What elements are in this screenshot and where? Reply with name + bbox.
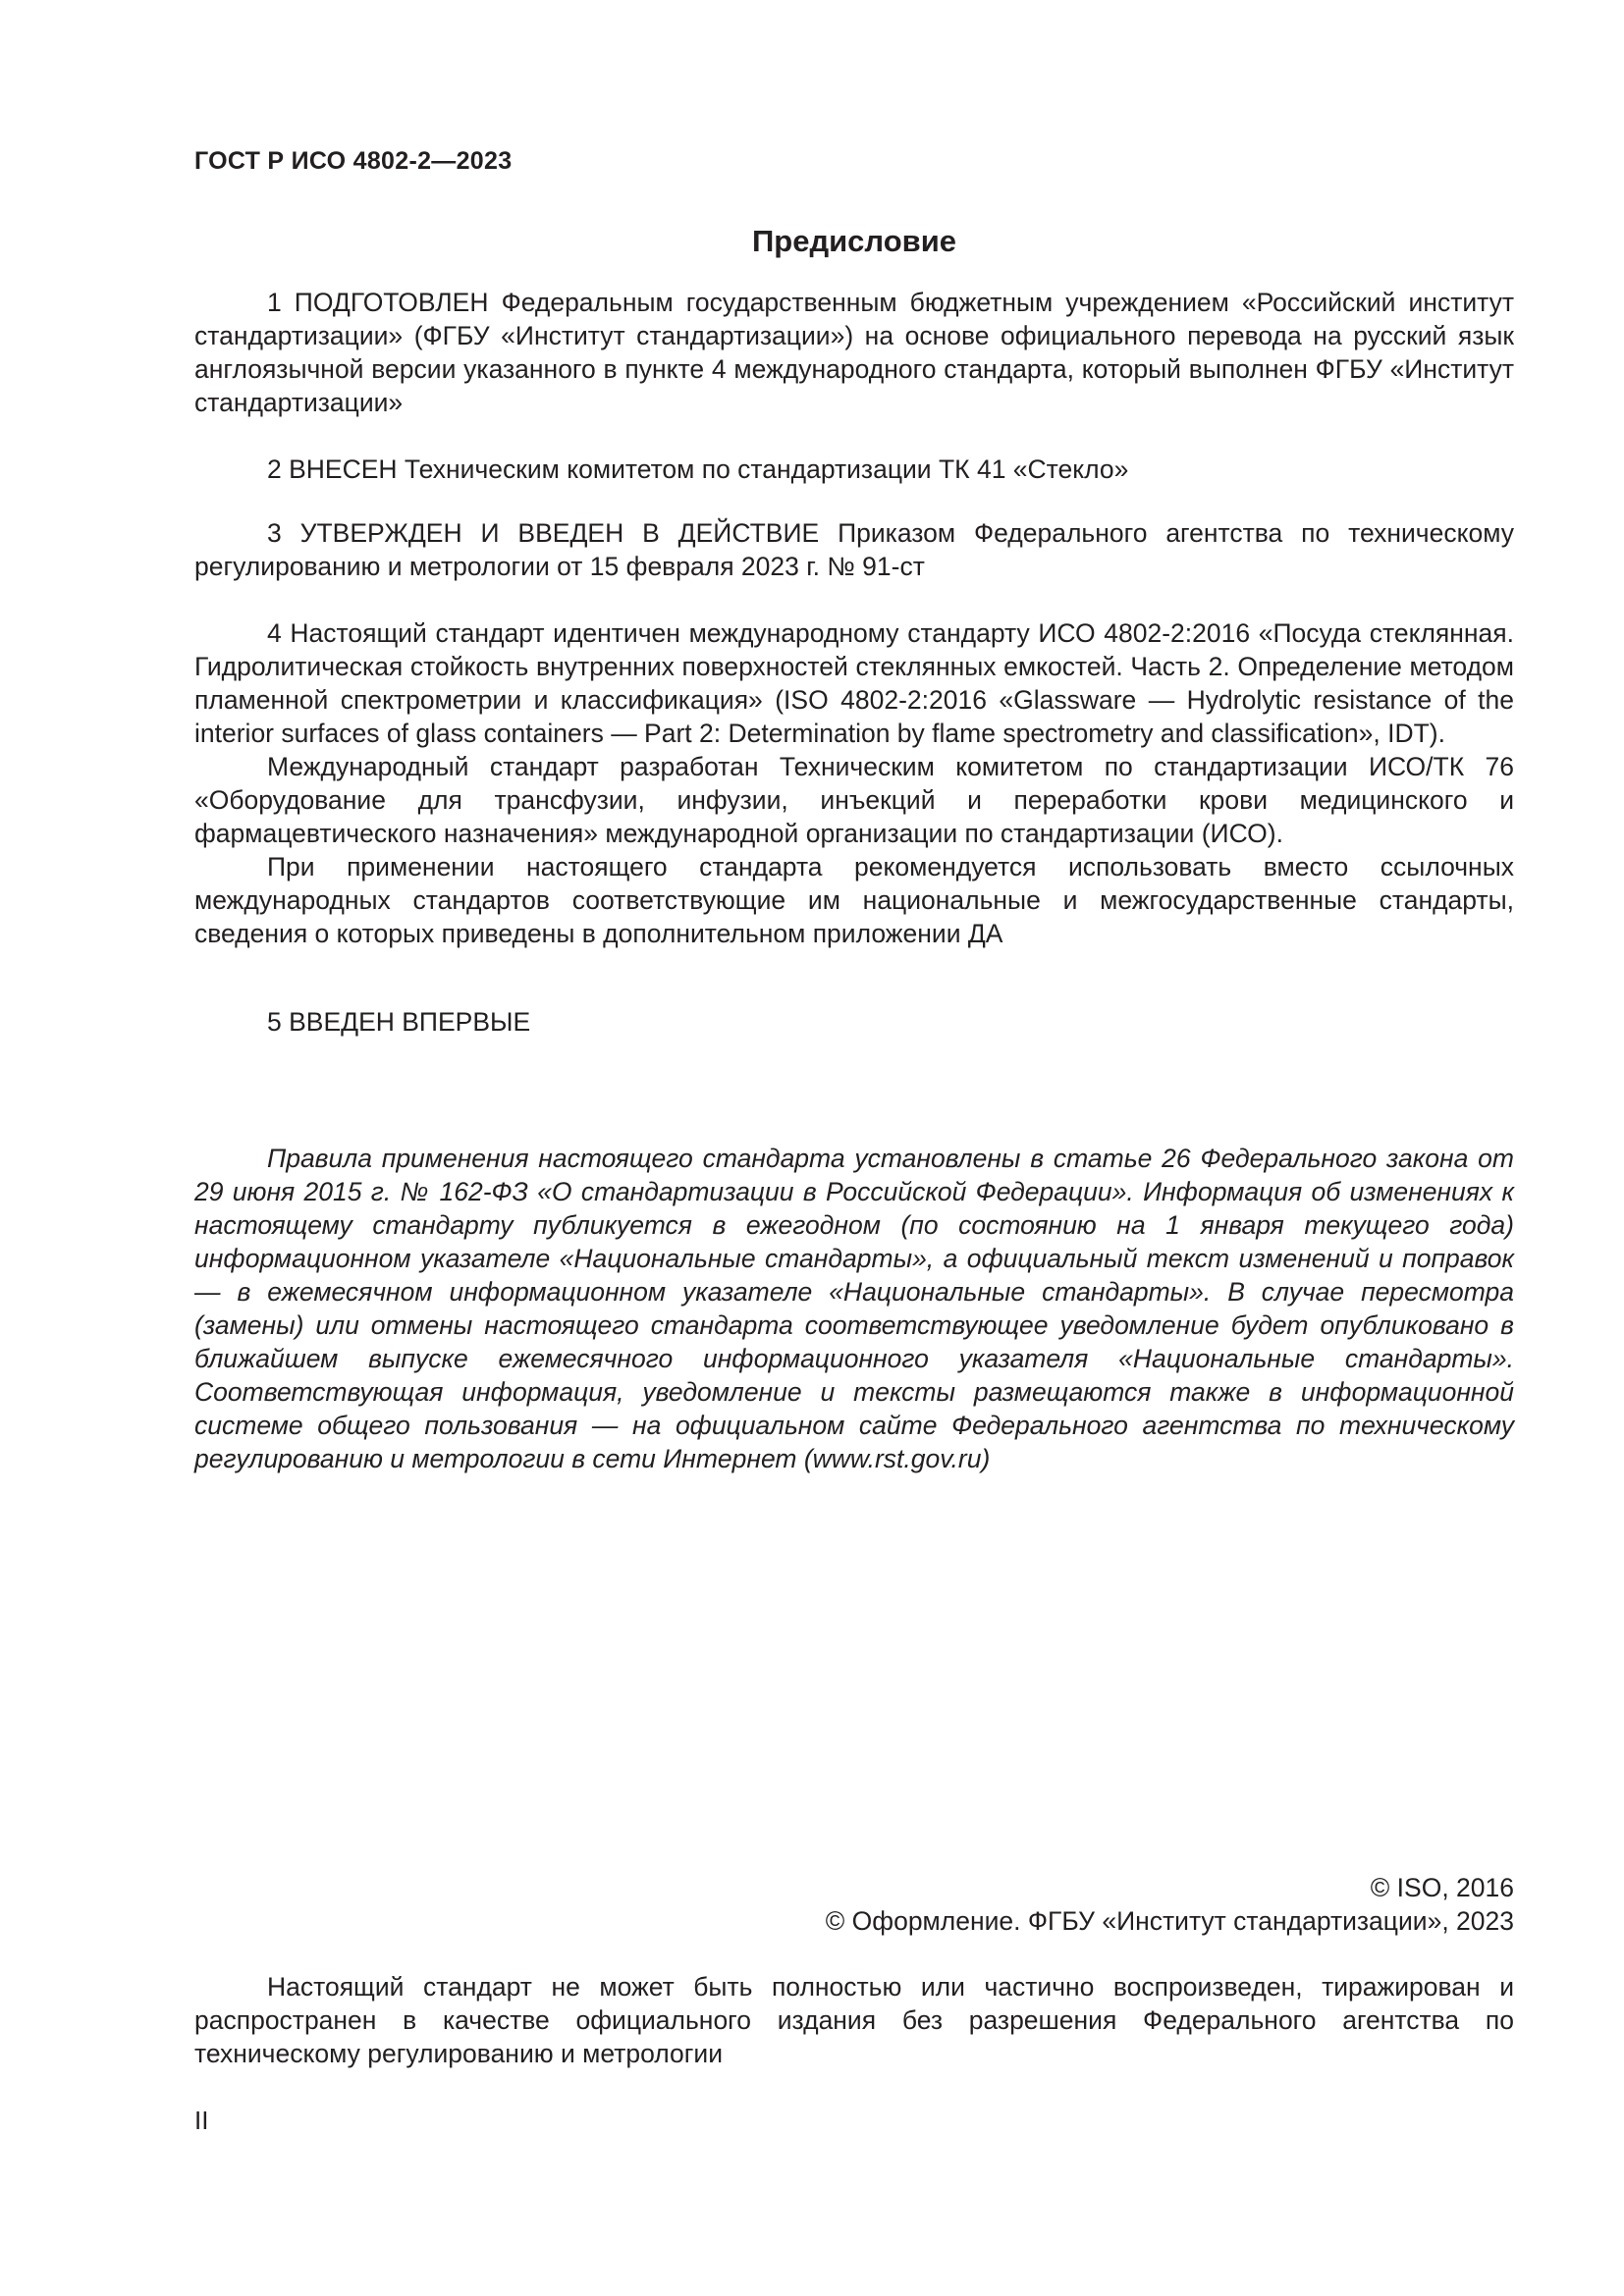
paragraph-1 — [194, 286, 1514, 419]
paragraph-5 — [194, 1005, 1514, 1039]
page-title: Предисловие — [751, 224, 956, 258]
reproduction-rights — [194, 1970, 1514, 2070]
paragraph-2-text: 2 ВНЕСЕН Техническим комитетом по стандартизации ТК 41 «Стекло» — [267, 454, 1129, 484]
paragraph-4 — [194, 616, 1514, 950]
application-rules-text: Правила применения настоящего стандарта установлены в статье 26 Федерального закона от 29 июня 2015 г. № 162-ФЗ «О стандартизации в Российской Федерации». Информация об изменениях к настоящему стандарту публикуется в ежегодном (по состоянию на 1 января текущего года) информационном указателе «Национальные стандарты», а официальный текст изменений и поправок — в ежемесячном информационном указателе «Национальные стандарты». В случае пересмотра (замены) или отмены настоящего стандарта соответствующее уведомление будет опубликовано в ближайшем выпуске ежемесячного информационного указателя «Национальные стандарты». Соответствующая информация, уведомление и тексты размещаются также в информационной системе общего пользования — на официальном сайте Федерального агентства по техническому регулированию и метрологии в сети Интернет (www.rst.gov.ru) — [194, 1144, 1514, 1473]
paragraph-4b-text: Международный стандарт разработан Техническим комитетом по стандартизации ИСО/ТК 76 «Оборудование для трансфузии, инфузии, инъекций и переработки крови медицинского и фармацевтического назначения» международной организации по стандартизации (ИСО). — [194, 752, 1514, 848]
copyright-block — [826, 1871, 1514, 1938]
paragraph-3-text: 3 УТВЕРЖДЕН И ВВЕДЕН В ДЕЙСТВИЕ Приказом Федерального агентства по техническому регулированию и метрологии от 15 февраля 2023 г. № 91-ст — [194, 518, 1514, 581]
paragraph-1-text: 1 ПОДГОТОВЛЕН Федеральным государственным бюджетным учреждением «Российский институт стандартизации» (ФГБУ «Институт стандартизации») на основе официального перевода на русский язык англоязычной версии указанного в пункте 4 международного стандарта, который выполнен ФГБУ «Институт стандартизации» — [194, 288, 1514, 417]
copyright-design: © Оформление. ФГБУ «Институт стандартизации», 2023 — [825, 1906, 1514, 1936]
paragraph-5-text: 5 ВВЕДЕН ВПЕРВЫЕ — [267, 1007, 531, 1037]
document-header: ГОСТ Р ИСО 4802-2—2023 — [194, 147, 513, 175]
page-number: II — [194, 2106, 209, 2135]
paragraph-4c-text: При применении настоящего стандарта рекомендуется использовать вместо ссылочных международных стандартов соответствующие им национальные и межгосударственные стандарты, сведения о которых приведены в дополнительном приложении ДА — [194, 852, 1514, 948]
reproduction-rights-text: Настоящий стандарт не может быть полностью или частично воспроизведен, тиражирован и распространен в качестве официального издания без разрешения Федерального агентства по техническому регулированию и метрологии — [194, 1972, 1514, 2068]
application-rules-note — [194, 1142, 1514, 1475]
paragraph-3 — [194, 516, 1514, 583]
paragraph-4a-text: 4 Настоящий стандарт идентичен международному стандарту ИСО 4802-2:2016 «Посуда стеклянная. Гидролитическая стойкость внутренних поверхностей стеклянных емкостей. Часть 2. Определение методом пламенной спектрометрии и классификация» (ISO 4802-2:2016 «Glassware — Hydrolytic resistance of the interior surfaces of glass containers — Part 2: Determination by flame spectrometry and classification», IDT). — [194, 618, 1514, 748]
copyright-iso: © ISO, 2016 — [1370, 1873, 1514, 1902]
paragraph-2 — [194, 453, 1514, 486]
